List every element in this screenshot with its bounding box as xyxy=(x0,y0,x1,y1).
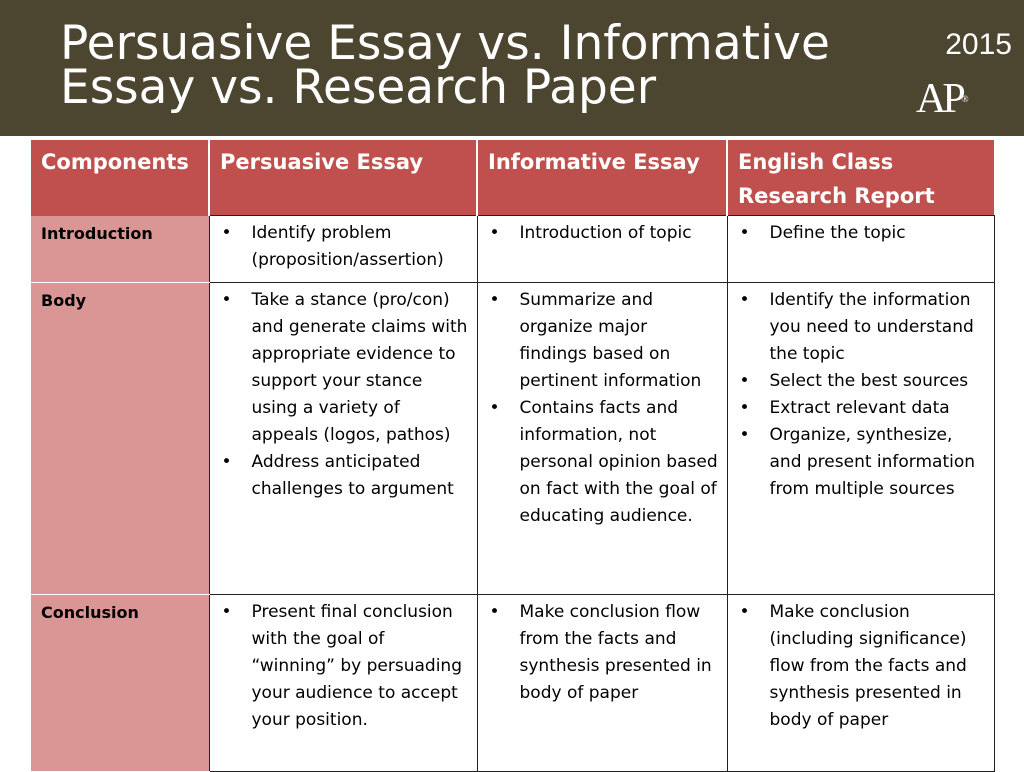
table-cell xyxy=(727,216,994,283)
header-components: Components xyxy=(31,140,209,216)
table-row-body xyxy=(31,283,994,595)
list-item: • Introduction of topic xyxy=(486,220,719,247)
list-item: • Address anticipated challenges to argument xyxy=(218,449,469,503)
table-cell xyxy=(209,283,477,595)
list-item: • Identify the information you need to understand the topic xyxy=(736,287,986,368)
list-item: • Extract relevant data xyxy=(736,395,986,422)
header-persuasive-essay: Persuasive Essay xyxy=(209,140,477,216)
list-item: • Make conclusion (including significance) flow from the facts and synthesis presented in body of paper xyxy=(736,599,986,734)
year-label: 2015 xyxy=(945,28,1012,61)
list-item: • Organize, synthesize, and present information from multiple sources xyxy=(736,422,986,503)
table-cell xyxy=(209,216,477,283)
list-item: • Define the topic xyxy=(736,220,986,247)
list-item: • Identify problem (proposition/assertion) xyxy=(218,220,469,274)
row-label: Conclusion xyxy=(31,595,209,772)
table-cell xyxy=(727,283,994,595)
list-item: • Summarize and organize major findings based on pertinent information xyxy=(486,287,719,395)
row-label: Introduction xyxy=(31,216,209,283)
list-item: • Select the best sources xyxy=(736,368,986,395)
list-item: • Make conclusion flow from the facts and synthesis presented in body of paper xyxy=(486,599,719,707)
table-row-conclusion xyxy=(31,595,994,772)
list-item: • Contains facts and information, not personal opinion based on fact with the goal of educating audience. xyxy=(486,395,719,530)
table-cell xyxy=(209,595,477,772)
ap-logo xyxy=(916,78,969,120)
comparison-table xyxy=(31,140,995,772)
slide-title: Persuasive Essay vs. Informative Essay vs. Research Paper xyxy=(60,16,830,115)
header-informative-essay: Informative Essay xyxy=(477,140,727,216)
table-row-introduction xyxy=(31,216,994,283)
table-cell xyxy=(727,595,994,772)
row-label: Body xyxy=(31,283,209,595)
header-research-report: English Class Research Report xyxy=(727,140,994,216)
table-cell xyxy=(477,595,727,772)
ap-logo-text: AP xyxy=(916,76,962,122)
table-cell xyxy=(477,283,727,595)
table-header-row xyxy=(31,140,994,216)
table-cell xyxy=(477,216,727,283)
list-item: • Take a stance (pro/con) and generate claims with appropriate evidence to support your stance using a variety of appeals (logos, pathos) xyxy=(218,287,469,449)
registered-mark: ® xyxy=(961,94,969,104)
list-item: • Present final conclusion with the goal of “winning” by persuading your audience to accept your position. xyxy=(218,599,469,734)
title-bar xyxy=(0,0,1024,136)
